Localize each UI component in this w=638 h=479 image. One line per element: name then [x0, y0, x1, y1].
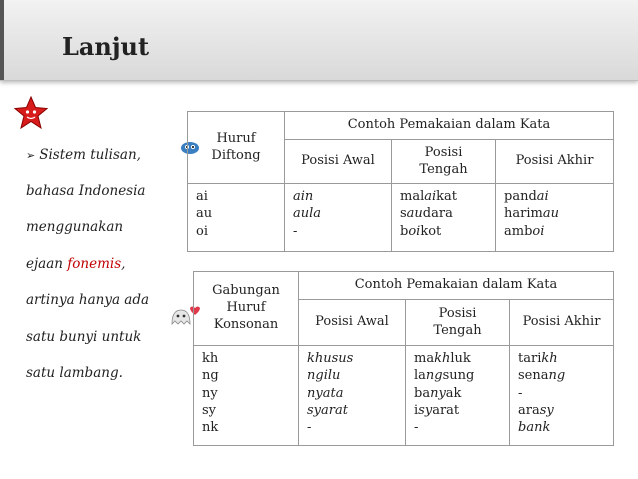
- konsonan-table: [193, 271, 614, 446]
- diftong-tengah-header: Posisi Tengah: [392, 140, 496, 184]
- konsonan-akhir-cell: tarikh senang - arasy bank: [510, 346, 614, 446]
- left-line-3: menggunakan: [26, 219, 124, 235]
- konsonan-awal-cell: khusus ngilu nyata syarat -: [299, 346, 406, 446]
- konsonan-huruf-cell: kh ng ny sy nk: [194, 346, 299, 446]
- diftong-group-header: Contoh Pemakaian dalam Kata: [285, 112, 614, 140]
- left-line-7: satu lambang.: [26, 365, 123, 381]
- konsonan-tengah-cell: makhluk langsung banyak isyarat -: [406, 346, 510, 446]
- left-line-4: ejaan fonemis,: [26, 256, 126, 272]
- diftong-huruf-cell: ai au oi: [188, 184, 285, 252]
- konsonan-akhir-header: Posisi Akhir: [510, 300, 614, 346]
- diftong-data-row: [188, 184, 614, 252]
- left-line-2: bahasa Indonesia: [26, 183, 146, 199]
- konsonan-tengah-header: Posisi Tengah: [406, 300, 510, 346]
- diftong-table: [187, 111, 614, 252]
- diftong-akhir-cell: pandai harimau amboi: [496, 184, 614, 252]
- diftong-awal-cell: ain aula -: [285, 184, 392, 252]
- left-line-6: satu bunyi untuk: [26, 329, 142, 345]
- konsonan-data-row: [194, 346, 614, 446]
- left-line-1: ➢ Sistem tulisan,: [26, 147, 141, 163]
- title-accent-bar: [0, 0, 4, 80]
- konsonan-col-header: Gabungan Huruf Konsonan: [194, 272, 299, 346]
- arrow-bullet-icon: ➢: [26, 149, 36, 162]
- emphasis-fonemis: fonemis: [67, 256, 122, 272]
- konsonan-awal-header: Posisi Awal: [299, 300, 406, 346]
- konsonan-group-header: Contoh Pemakaian dalam Kata: [299, 272, 614, 300]
- diftong-akhir-header: Posisi Akhir: [496, 140, 614, 184]
- diftong-col-header: Huruf Diftong: [188, 112, 285, 184]
- left-line-5: artinya hanya ada: [26, 292, 150, 308]
- diftong-awal-header: Posisi Awal: [285, 140, 392, 184]
- diftong-tengah-cell: malaikat saudara boikot: [392, 184, 496, 252]
- page-title: Lanjut: [62, 32, 150, 61]
- red-star-icon: [14, 96, 48, 130]
- title-bar: [0, 0, 638, 81]
